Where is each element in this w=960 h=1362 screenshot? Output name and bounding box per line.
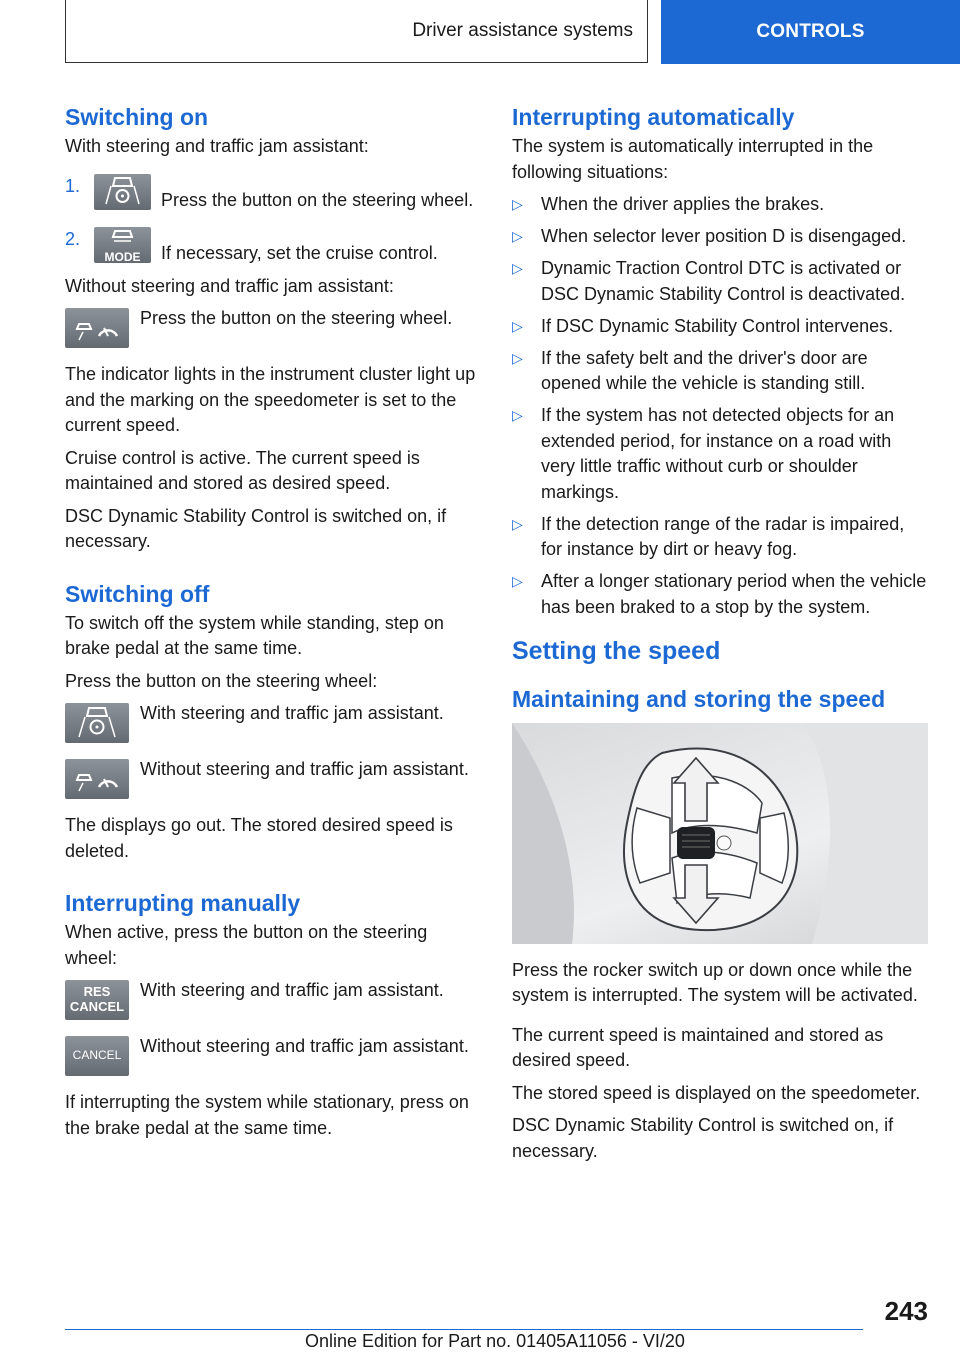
interrupting-manually-paragraph-2: If interrupting the system while stationary, press on the brake pedal at the same time. bbox=[65, 1092, 469, 1138]
list-item bbox=[512, 403, 930, 505]
list-item bbox=[512, 256, 930, 307]
triangle-bullet-icon: ▷ bbox=[512, 228, 523, 244]
switching-on-paragraph-1: The indicator lights in the instrument cluster light up and the marking on the speedometer is set to the current speed. bbox=[65, 364, 476, 435]
cruise-control-button-icon bbox=[65, 759, 129, 799]
list-item bbox=[512, 224, 930, 250]
step-2 bbox=[65, 227, 480, 267]
cancel-label: CANCEL bbox=[72, 1048, 122, 1062]
step-text: If necessary, set the cruise control. bbox=[161, 243, 438, 263]
switching-off-paragraph-2: Press the button on the steering wheel: bbox=[65, 670, 378, 691]
list-item bbox=[512, 314, 930, 340]
step-content bbox=[94, 227, 438, 267]
header-section-box bbox=[65, 0, 648, 63]
steering-assist-button-icon bbox=[94, 174, 151, 210]
list-item-text: If the safety belt and the driver's door are opened while the vehicle is standing still. bbox=[541, 347, 868, 393]
interrupting-without-text: Without steering and traffic jam assistant. bbox=[140, 1036, 469, 1056]
list-item-text: When the driver applies the brakes. bbox=[541, 194, 825, 214]
setting-speed-heading: Setting the speed bbox=[512, 636, 721, 665]
res-label: RES bbox=[83, 984, 111, 999]
triangle-bullet-icon: ▷ bbox=[512, 317, 523, 334]
footer-divider bbox=[65, 1329, 863, 1330]
left-column bbox=[65, 100, 480, 1141]
switching-on-paragraph-2: Cruise control is active. The current speed is maintained and stored as desired speed. bbox=[65, 447, 420, 493]
interrupting-manually-heading: Interrupting manually bbox=[65, 890, 301, 916]
without-assistant-intro: Without steering and traffic jam assistant: bbox=[65, 275, 394, 296]
triangle-bullet-icon: ▷ bbox=[512, 260, 523, 276]
setting-speed-paragraph-2: The current speed is maintained and stored as desired speed. bbox=[512, 1024, 884, 1070]
steering-assist-button-icon bbox=[65, 703, 129, 743]
switching-off-heading: Switching off bbox=[65, 580, 210, 607]
mode-button-label: MODE bbox=[104, 250, 141, 264]
list-item-text: If the system has not detected objects for an extended period, for instance on a road with very little traffic without curb or shoulder markings. bbox=[541, 405, 895, 502]
page-number: 243 bbox=[884, 1296, 928, 1326]
interrupting-manually-paragraph-1: When active, press the button on the steering wheel: bbox=[65, 922, 428, 968]
interrupting-automatically-heading: Interrupting automatically bbox=[512, 104, 795, 130]
header-chapter-tab[interactable] bbox=[661, 0, 960, 64]
step-content bbox=[94, 174, 473, 214]
step-number: 2. bbox=[65, 229, 81, 249]
right-column bbox=[512, 100, 930, 1164]
step-text: Press the button on the steering wheel. bbox=[161, 189, 474, 210]
switching-on-heading: Switching on bbox=[65, 104, 209, 130]
list-item-text: When selector lever position D is disengaged. bbox=[541, 226, 907, 246]
res-cancel-button-icon bbox=[65, 980, 129, 1020]
switching-off-with-text: With steering and traffic jam assistant. bbox=[140, 703, 444, 723]
list-item bbox=[512, 512, 930, 563]
step-1 bbox=[65, 174, 480, 214]
switching-off-paragraph-1: To switch off the system while standing, step on brake pedal at the same time. bbox=[65, 612, 444, 658]
cancel-label: CANCEL bbox=[69, 999, 125, 1014]
list-item bbox=[512, 569, 930, 620]
triangle-bullet-icon: ▷ bbox=[512, 515, 523, 532]
list-item bbox=[512, 346, 930, 397]
setting-speed-paragraph-1: Press the rocker switch up or down once while the system is interrupted. The system will be activated. bbox=[512, 959, 918, 1005]
without-assistant-row bbox=[65, 306, 480, 348]
triangle-bullet-icon: ▷ bbox=[512, 407, 523, 423]
list-item-text: Dynamic Traction Control DTC is activated or DSC Dynamic Stability Control is deactivated. bbox=[541, 258, 906, 304]
header-section-title: Driver assistance systems bbox=[412, 20, 633, 41]
triangle-bullet-icon: ▷ bbox=[512, 196, 523, 212]
switching-off-with-row bbox=[65, 701, 480, 743]
cruise-control-button-icon bbox=[65, 308, 129, 348]
switching-off-without-text: Without steering and traffic jam assistant. bbox=[140, 759, 469, 779]
triangle-bullet-icon: ▷ bbox=[512, 349, 523, 366]
switching-on-intro: With steering and traffic jam assistant: bbox=[65, 136, 369, 156]
step-number: 1. bbox=[65, 175, 81, 196]
interruption-conditions-list bbox=[512, 192, 930, 620]
switching-on-paragraph-3: DSC Dynamic Stability Control is switched on, if necessary. bbox=[65, 505, 447, 551]
setting-speed-paragraph-4: DSC Dynamic Stability Control is switched on, if necessary. bbox=[512, 1115, 894, 1161]
cancel-button-icon bbox=[65, 1036, 129, 1076]
steering-wheel-rocker-switch-photo bbox=[512, 723, 928, 944]
triangle-bullet-icon: ▷ bbox=[512, 573, 523, 589]
list-item-text: If the detection range of the radar is impaired, for instance by dirt or heavy fog. bbox=[541, 513, 905, 559]
list-item bbox=[512, 192, 930, 218]
interrupting-with-text: With steering and traffic jam assistant. bbox=[140, 980, 444, 1000]
without-assistant-text: Press the button on the steering wheel. bbox=[140, 308, 453, 328]
setting-speed-paragraph-3: The stored speed is displayed on the speedometer. bbox=[512, 1082, 921, 1103]
mode-button-icon bbox=[94, 227, 151, 263]
header-chapter-label: CONTROLS bbox=[756, 21, 865, 42]
list-item-text: If DSC Dynamic Stability Control intervenes. bbox=[541, 315, 894, 336]
maintaining-speed-subheading: Maintaining and storing the speed bbox=[512, 685, 886, 712]
switching-off-paragraph-3: The displays go out. The stored desired speed is deleted. bbox=[65, 815, 453, 861]
list-item-text: After a longer stationary period when the vehicle has been braked to a stop by the system. bbox=[541, 571, 927, 617]
interrupting-automatically-intro: The system is automatically interrupted in the following situations: bbox=[512, 136, 874, 182]
footer-edition: Online Edition for Part no. 01405A11056 - VI/20 bbox=[305, 1331, 685, 1351]
interrupting-with-row bbox=[65, 978, 480, 1020]
interrupting-without-row bbox=[65, 1034, 480, 1076]
switching-off-without-row bbox=[65, 757, 480, 799]
